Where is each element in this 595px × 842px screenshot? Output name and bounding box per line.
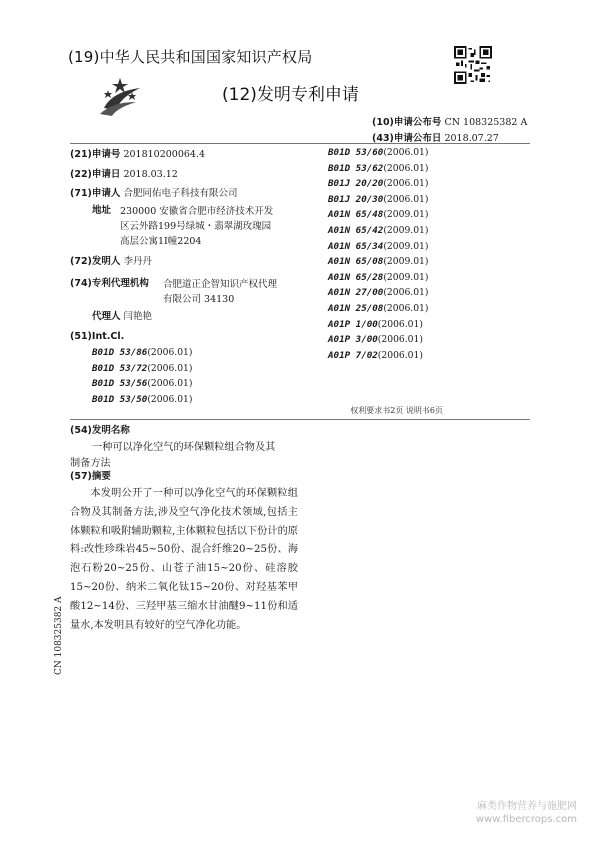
section-divider [70, 419, 530, 420]
ipc-code: A01N 65/34 [328, 240, 384, 252]
ipc-entry [328, 270, 429, 286]
applicant-label: (71)申请人 [70, 188, 121, 199]
ipc-code: A01P 3/00 [328, 334, 378, 346]
inventor [70, 255, 152, 268]
intcl-label [70, 330, 124, 343]
ipc-version: (2006.01) [377, 318, 423, 330]
cnipa-logo-icon [98, 76, 144, 118]
agency-value [163, 277, 277, 307]
application-number [70, 148, 205, 161]
intcl-label-text: (51)Int.Cl. [70, 331, 125, 342]
application-date-value: 2018.03.12 [123, 169, 178, 180]
agent-label: 代理人 [92, 311, 121, 322]
ipc-entry [328, 145, 429, 161]
ipc-code: A01P 1/00 [328, 318, 378, 330]
address-label-text: 地址 [92, 205, 112, 216]
ipc-entry [328, 192, 429, 208]
ipc-code: A01N 27/00 [328, 287, 384, 299]
applicant-value: 合肥同佑电子科技有限公司 [123, 188, 238, 199]
ipc-version: (2009.01) [383, 271, 429, 283]
title-line: 制备方法 [70, 458, 111, 469]
ipc-code: B01D 53/50 [92, 393, 148, 405]
intcl-list [92, 345, 193, 407]
address-value [120, 204, 273, 249]
ipc-entry [328, 176, 429, 192]
ipc-entry [328, 161, 429, 177]
ipc-version: (2006.01) [147, 378, 193, 390]
title-label-text: (54)发明名称 [70, 425, 130, 436]
ipc-version: (2006.01) [383, 178, 429, 190]
ipc-entry [92, 345, 193, 361]
ipc-version: (2006.01) [383, 193, 429, 205]
ipc-version: (2006.01) [147, 393, 193, 405]
watermark [476, 800, 577, 826]
applicant [70, 187, 237, 200]
agency-label-text: (74)专利代理机构 [70, 278, 149, 289]
ipc-version: (2006.01) [377, 334, 423, 346]
ipc-version: (2006.01) [383, 302, 429, 314]
abstract-label-text: (57)摘要 [70, 471, 111, 482]
office-name: (19)中华人民共和国国家知识产权局 [68, 48, 313, 66]
ipc-entry [328, 348, 429, 364]
ipc-version: (2009.01) [383, 209, 429, 221]
ipc-entry [92, 392, 193, 408]
side-publication-number: CN 108325382 A [54, 596, 64, 675]
ipc-entry [328, 317, 429, 333]
ipc-code: A01N 65/42 [328, 224, 384, 236]
publication-date-label: (43)申请公布日 [372, 133, 442, 144]
ipc-entry [328, 239, 429, 255]
ipc-code: B01D 53/62 [328, 162, 384, 174]
agency-line: 合肥道正企智知识产权代理 [163, 279, 278, 290]
ipc-code: B01D 53/56 [92, 378, 148, 390]
application-date-label: (22)申请日 [70, 169, 121, 180]
publication-number-label: (10)申请公布号 [372, 117, 442, 128]
title-line: 一种可以净化空气的环保颗粒组合物及其 [92, 442, 276, 453]
ipc-code: A01N 65/08 [328, 256, 384, 268]
address-label [92, 204, 120, 217]
publication-number-value: CN 108325382 A [444, 117, 528, 128]
address-line: 230000 安徽省合肥市经济技术开发 [120, 206, 274, 217]
right-ipc-list [328, 145, 429, 363]
agency-line: 有限公司 34130 [163, 294, 235, 305]
ipc-version: (2006.01) [377, 349, 423, 361]
application-number-value: 201810200064.4 [123, 149, 206, 160]
agency-label [70, 277, 149, 290]
ipc-version: (2006.01) [383, 162, 429, 174]
ipc-entry [328, 301, 429, 317]
application-number-label: (21)申请号 [70, 149, 121, 160]
agent-value: 闫艳艳 [123, 311, 153, 322]
watermark-line: 麻类作物营养与施肥网 [477, 801, 577, 812]
ipc-entry [328, 285, 429, 301]
ipc-code: A01P 7/02 [328, 349, 378, 361]
inventor-value: 李丹丹 [123, 256, 152, 267]
agent [92, 310, 152, 323]
ipc-version: (2009.01) [383, 224, 429, 236]
inventor-label: (72)发明人 [70, 256, 121, 267]
invention-title [70, 440, 276, 472]
ipc-code: B01J 20/30 [328, 193, 384, 205]
ipc-code: B01D 53/86 [92, 347, 148, 358]
document-type: (12)发明专利申请 [222, 85, 359, 105]
ipc-version: (2009.01) [383, 240, 429, 252]
ipc-entry [328, 223, 429, 239]
ipc-entry [92, 376, 193, 392]
ipc-code: B01D 53/60 [328, 147, 384, 158]
ipc-code: A01N 65/48 [328, 209, 384, 221]
ipc-version: (2006.01) [383, 147, 429, 158]
ipc-version: (2006.01) [147, 347, 193, 358]
publication-date-value: 2018.07.27 [444, 133, 499, 144]
ipc-entry [328, 207, 429, 223]
address-line: 高层公寓1I幢2204 [120, 236, 202, 247]
ipc-code: B01D 53/72 [92, 362, 148, 374]
abstract-text: 本发明公开了一种可以净化空气的环保颗粒组合物及其制备方法,涉及空气净化技术领域,包括主体颗粒和吸附辅助颗粒,主体颗粒包括以下份计的原料:改性珍珠岩45~50份、混合纤维20~25份、海泡石粉20~25份、山苍子油15~20份、硅溶胶15~20份、纳米二氧化钛15~20份、对羟基苯甲酸12~14份、三羟甲基三缩水甘油醚9~11份和适量水,本发明具有较好的空气净化功能。 [70, 488, 298, 631]
ipc-code: B01J 20/20 [328, 178, 384, 190]
publication-number [372, 114, 527, 128]
abstract-label [70, 470, 111, 483]
watermark-line: www.fibercrops.com [475, 814, 577, 825]
ipc-entry [328, 254, 429, 270]
ipc-code: A01N 65/28 [328, 271, 384, 283]
header-divider [70, 143, 530, 144]
page-count-note: 权利要求书2页 说明书6页 [350, 406, 443, 415]
title-label [70, 424, 130, 437]
ipc-code: A01N 25/08 [328, 302, 384, 314]
ipc-version: (2006.01) [147, 362, 193, 374]
publication-date [372, 130, 499, 144]
application-date [70, 168, 178, 181]
ipc-version: (2009.01) [383, 256, 429, 268]
address-line: 区云外路199号绿城・翡翠湖玫瑰园 [120, 221, 272, 232]
ipc-entry [92, 361, 193, 377]
qr-code-icon [454, 46, 492, 84]
ipc-entry [328, 332, 429, 348]
ipc-version: (2006.01) [383, 287, 429, 299]
